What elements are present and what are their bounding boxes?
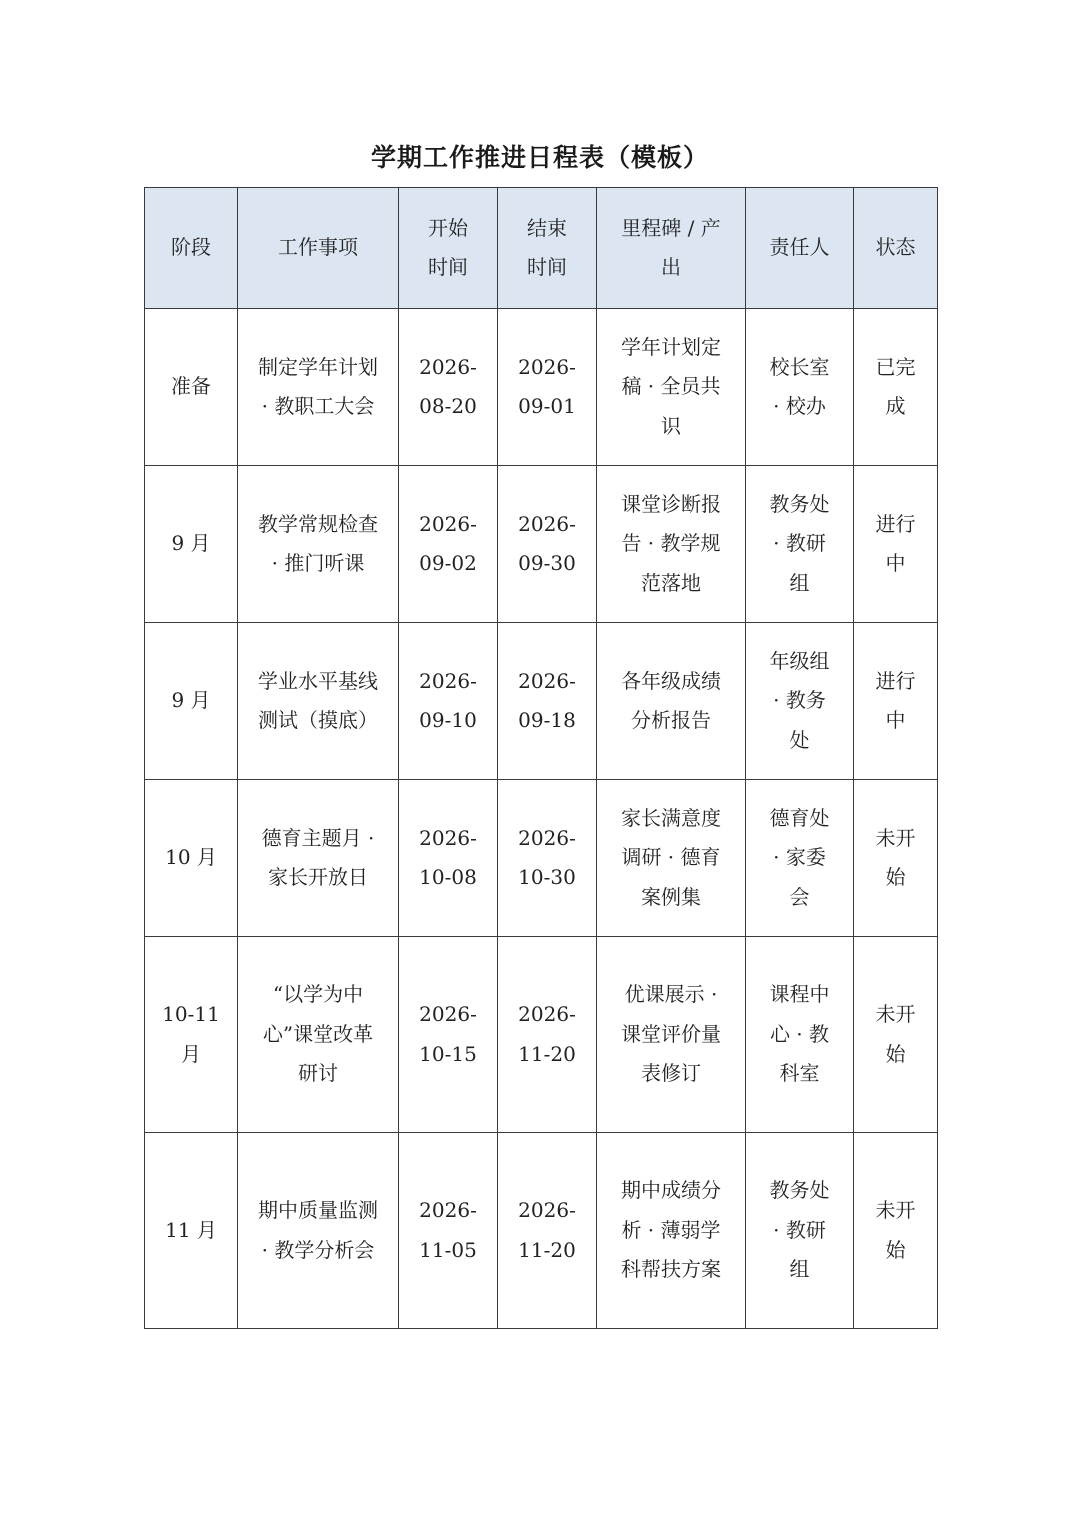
cell-status: 已完成 — [854, 309, 938, 466]
cell-end-date: 2026-09-30 — [498, 466, 597, 623]
cell-milestone: 学年计划定稿 · 全员共识 — [597, 309, 746, 466]
cell-milestone: 各年级成绩分析报告 — [597, 623, 746, 780]
header-owner: 责任人 — [746, 188, 854, 309]
cell-phase: 10-11 月 — [145, 937, 238, 1133]
cell-phase: 11 月 — [145, 1133, 238, 1329]
cell-owner: 德育处 · 家委会 — [746, 780, 854, 937]
cell-end-date: 2026-11-20 — [498, 937, 597, 1133]
cell-end-date: 2026-10-30 — [498, 780, 597, 937]
cell-start-date: 2026-09-10 — [399, 623, 498, 780]
cell-owner: 教务处 · 教研组 — [746, 466, 854, 623]
table-header-row — [145, 188, 938, 309]
document-title: 学期工作推进日程表（模板） — [370, 143, 709, 172]
cell-task: “以学为中心”课堂改革研讨 — [238, 937, 399, 1133]
table-row — [145, 309, 938, 466]
cell-milestone: 期中成绩分析 · 薄弱学科帮扶方案 — [597, 1133, 746, 1329]
cell-milestone: 家长满意度调研 · 德育案例集 — [597, 780, 746, 937]
cell-owner: 年级组 · 教务处 — [746, 623, 854, 780]
table-row — [145, 937, 938, 1133]
cell-start-date: 2026-10-15 — [399, 937, 498, 1133]
cell-end-date: 2026-11-20 — [498, 1133, 597, 1329]
cell-phase: 9 月 — [145, 466, 238, 623]
cell-milestone: 优课展示 · 课堂评价量表修订 — [597, 937, 746, 1133]
cell-start-date: 2026-09-02 — [399, 466, 498, 623]
cell-phase: 10 月 — [145, 780, 238, 937]
cell-status: 未开始 — [854, 1133, 938, 1329]
cell-start-date: 2026-10-08 — [399, 780, 498, 937]
cell-owner: 教务处 · 教研组 — [746, 1133, 854, 1329]
schedule-table — [144, 187, 938, 1329]
table-row — [145, 466, 938, 623]
cell-start-date: 2026-11-05 — [399, 1133, 498, 1329]
cell-task: 期中质量监测 · 教学分析会 — [238, 1133, 399, 1329]
header-task: 工作事项 — [238, 188, 399, 309]
cell-owner: 课程中心 · 教科室 — [746, 937, 854, 1133]
header-milestone: 里程碑 / 产出 — [597, 188, 746, 309]
table-row — [145, 1133, 938, 1329]
cell-task: 教学常规检查 · 推门听课 — [238, 466, 399, 623]
cell-task: 学业水平基线测试（摸底） — [238, 623, 399, 780]
cell-start-date: 2026-08-20 — [399, 309, 498, 466]
cell-end-date: 2026-09-18 — [498, 623, 597, 780]
cell-status: 未开始 — [854, 780, 938, 937]
table-row — [145, 780, 938, 937]
cell-status: 未开始 — [854, 937, 938, 1133]
cell-milestone: 课堂诊断报告 · 教学规范落地 — [597, 466, 746, 623]
header-status: 状态 — [854, 188, 938, 309]
table-row — [145, 623, 938, 780]
cell-phase: 准备 — [145, 309, 238, 466]
cell-end-date: 2026-09-01 — [498, 309, 597, 466]
cell-phase: 9 月 — [145, 623, 238, 780]
header-start-time: 开始时间 — [399, 188, 498, 309]
cell-task: 德育主题月 · 家长开放日 — [238, 780, 399, 937]
cell-status: 进行中 — [854, 623, 938, 780]
cell-task: 制定学年计划 · 教职工大会 — [238, 309, 399, 466]
cell-status: 进行中 — [854, 466, 938, 623]
header-end-time: 结束时间 — [498, 188, 597, 309]
cell-owner: 校长室 · 校办 — [746, 309, 854, 466]
header-phase: 阶段 — [145, 188, 238, 309]
